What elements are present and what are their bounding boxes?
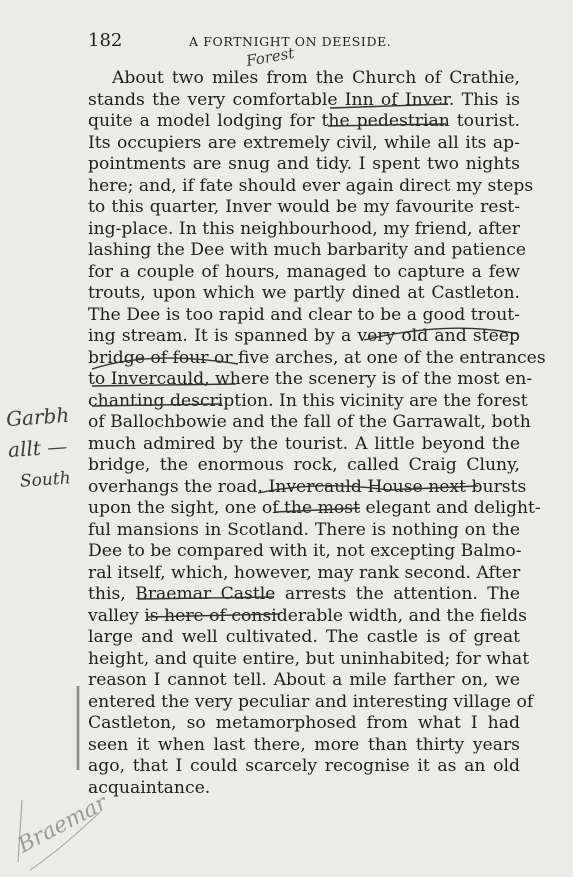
- text-line: ful mansions in Scotland. There is nothing on the: [88, 519, 520, 540]
- text-line: The Dee is too rapid and clear to be a good trout-: [88, 304, 520, 325]
- text-line: much admired by the tourist. A little beyond the: [88, 433, 520, 454]
- text-line: stands the very comfortable Inn of Inver. This is: [88, 89, 520, 110]
- text-line: entered the very peculiar and interesting village of: [88, 691, 534, 712]
- text-line: bridge, the enormous rock, called Craig Cluny,: [88, 455, 520, 475]
- text-line: ing-place. In this neighbourhood, my friend, after: [88, 218, 520, 239]
- text-line: of Ballochbowie and the fall of the Garrawalt, both: [88, 412, 531, 432]
- text-line: bridge of four or five arches, at one of the entrances: [88, 347, 546, 368]
- text-line: trouts, upon which we partly dined at Castleton.: [88, 283, 520, 303]
- margin-note-line-2: allt —: [7, 433, 68, 463]
- text-line: acquaintance.: [88, 777, 211, 798]
- underline-most-elegant: [276, 508, 360, 512]
- handwritten-annotation-forest: Forest: [244, 43, 296, 71]
- text-line: About two miles from the Church of Crathie,: [112, 68, 520, 88]
- margin-note-line-3: South: [19, 468, 72, 492]
- text-line: here; and, if fate should ever again direct my steps: [88, 175, 534, 196]
- text-line: reason I cannot tell. About a mile farther on, we: [88, 670, 520, 690]
- underline-inn-of-inver: [330, 104, 448, 108]
- text-line: chanting description. In this vicinity are the forest: [88, 390, 528, 411]
- text-line: quite a model lodging for the pedestrian tourist.: [88, 111, 520, 131]
- running-title: A FORTNIGHT ON DEESIDE.: [189, 34, 392, 49]
- text-line: overhangs the road. Invercauld House next bursts: [88, 476, 527, 497]
- text-line: valley is here of considerable width, and the fields: [88, 605, 527, 626]
- text-line: ing stream. It is spanned by a very old and steep: [88, 326, 520, 346]
- text-line: Dee to be compared with it, not excepting Balmo-: [88, 541, 522, 561]
- text-line: ral itself, which, however, may rank second. After: [88, 562, 521, 583]
- text-line: for a couple of hours, managed to capture a few: [88, 261, 520, 282]
- underline-pedestrian: [328, 124, 446, 126]
- underline-bridge: [92, 358, 238, 369]
- underline-braemar-castle: [138, 597, 274, 599]
- underline-description: [92, 404, 222, 406]
- page-number: 182: [88, 30, 123, 51]
- text-line: this, Braemar Castle arrests the attention. The: [88, 584, 520, 604]
- text-line: Castleton, so metamorphosed from what I had: [88, 713, 520, 733]
- margin-note-line-1: Garbh: [5, 402, 70, 432]
- text-line: pointments are snug and tidy. I spent two nights: [88, 154, 520, 174]
- text-line: to Invercauld, where the scenery is of the most en-: [88, 369, 533, 389]
- bottom-pencil-note: Braemar: [13, 790, 112, 859]
- underline-invercauld-house: [258, 486, 478, 493]
- underline-here-of-considerable: [148, 614, 280, 617]
- underline-invercauld: [92, 384, 236, 386]
- text-line: large and well cultivated. The castle is of great: [88, 627, 520, 647]
- text-line: seen it when last there, more than thirty years: [88, 734, 520, 755]
- text-line: Its occupiers are extremely civil, while all its ap-: [88, 132, 520, 153]
- text-line: upon the sight, one of the most elegant and delight-: [88, 498, 541, 518]
- text-line: lashing the Dee with much barbarity and patience: [88, 240, 527, 260]
- text-line: height, and quite entire, but uninhabited; for what: [88, 648, 530, 669]
- text-line: to this quarter, Inver would be my favourite rest-: [88, 197, 520, 217]
- underline-very-old-and-steep: [364, 328, 518, 340]
- text-line: ago, that I could scarcely recognise it as an old: [88, 756, 520, 776]
